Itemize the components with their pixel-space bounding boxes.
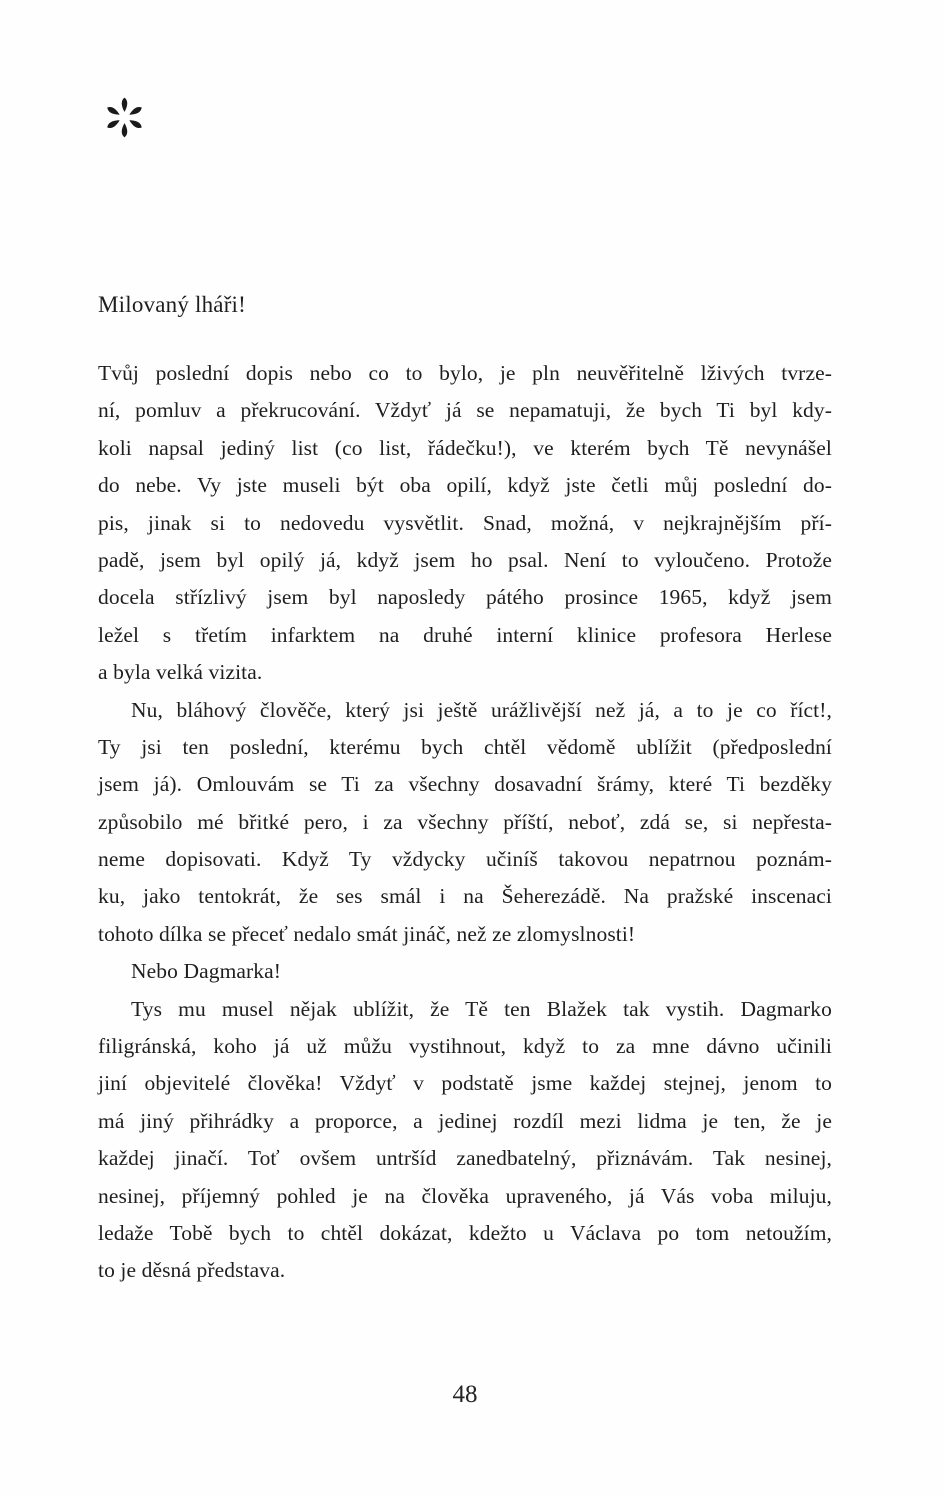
text-line: Tys mu musel nějak ublížit, že Tě ten Blažek tak vystih. Dagmarko <box>131 996 832 1021</box>
text-line: to je děsná představa. <box>98 1258 286 1283</box>
text-line: a byla velká vizita. <box>98 660 263 685</box>
text-line: nesinej, příjemný pohled je na člověka upraveného, já Vás voba miluju, <box>98 1183 832 1208</box>
asterisk-ornament-icon <box>103 96 146 139</box>
text-line: koli napsal jediný list (co list, řádečku!), ve kterém bych Tě nevynášel <box>98 435 832 460</box>
text-line: pis, jinak si to nedovedu vysvětlit. Snad, možná, v nejkrajnějším pří- <box>98 510 832 535</box>
text-line: každej jinačí. Toť ovšem untršíd zanedbatelný, přiznávám. Tak nesinej, <box>98 1146 832 1171</box>
page-number: 48 <box>452 1381 478 1408</box>
text-line: filigránská, koho já už můžu vystihnout, když to za mne dávno učinili <box>98 1034 832 1059</box>
text-line: ku, jako tentokrát, že ses smál i na Šeherezádě. Na pražské inscenaci <box>98 884 832 909</box>
letter-salutation: Milovaný lháři! <box>98 292 246 317</box>
text-line: má jiný přihrádky a proporce, a jedinej rozdíl mezi lidma je ten, že je <box>98 1108 832 1133</box>
text-line: Tvůj poslední dopis nebo co to bylo, je pln neuvěřitelně lživých tvrze- <box>98 361 832 385</box>
text-line: tohoto dílka se přeceť nedalo smát jináč, než ze zlomyslnosti! <box>98 921 636 946</box>
text-line: jsem já). Omlouvám se Ti za všechny dosavadní šrámy, které Ti bezděky <box>98 772 832 797</box>
text-line: způsobilo mé břitké pero, i za všechny příští, neboť, zdá se, si nepřesta- <box>98 809 832 834</box>
text-line: ležel s třetím infarktem na druhé interní klinice profesora Herlese <box>98 622 832 647</box>
text-line: do nebe. Vy jste museli být oba opilí, když jste četli můj poslední do- <box>98 473 832 498</box>
text-line: Nebo Dagmarka! <box>131 959 282 984</box>
text-line: docela střízlivý jsem byl naposledy pátého prosince 1965, když jsem <box>98 585 832 610</box>
text-line: padě, jsem byl opilý já, když jsem ho psal. Není to vyloučeno. Protože <box>98 547 832 572</box>
text-line: Ty jsi ten poslední, kterému bych chtěl vědomě ublížit (předposlední <box>98 734 832 759</box>
text-line: neme dopisovati. Když Ty vždycky učiníš takovou nepatrnou poznám- <box>98 847 832 872</box>
text-line: ní, pomluv a překrucování. Vždyť já se nepamatuji, že bych Ti byl kdy- <box>98 398 832 423</box>
letter-body <box>98 355 832 1290</box>
text-line: ledaže Tobě bych to chtěl dokázat, kdežto u Václava po tom netoužím, <box>98 1220 832 1245</box>
text-line: Nu, bláhový člověče, který jsi ještě urážlivější než já, a to je co říct!, <box>131 697 832 722</box>
text-line: jiní objevitelé člověka! Vždyť v podstatě jsme každej stejnej, jenom to <box>98 1071 832 1096</box>
